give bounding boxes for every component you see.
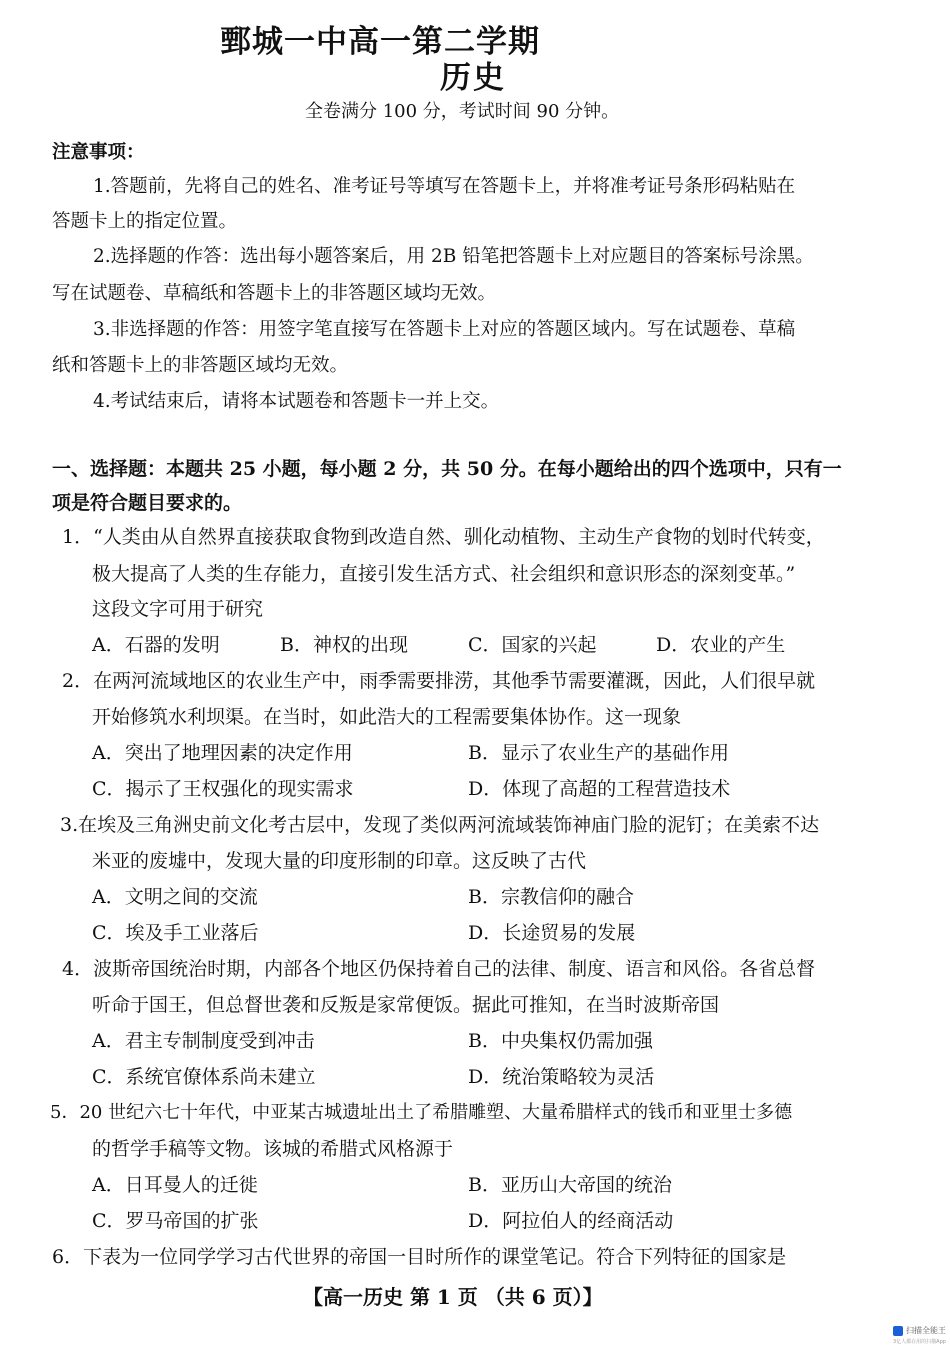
notes-line: 2.选择题的作答：选出每小题答案后，用 2B 铅笔把答题卡上对应题目的答案标号涂黑。: [93, 246, 814, 267]
page-footer: 【高一历史 第 1 页 （共 6 页）】: [303, 1285, 603, 1309]
scanner-watermark: [893, 1325, 946, 1336]
notes-line: 答题卡上的指定位置。: [52, 211, 238, 232]
watermark-label: 扫描全能王: [906, 1326, 946, 1335]
question-4-stem: 4．波斯帝国统治时期，内部各个地区仍保持着自己的法律、制度、语言和风俗。各省总督: [62, 958, 816, 980]
question-5-stem: 5．20 世纪六七十年代，中亚某古城遗址出土了希腊雕塑、大量希腊样式的钱币和亚里士多德: [50, 1102, 793, 1123]
question-3-option-d: D．长途贸易的发展: [468, 922, 636, 944]
section-heading-cont: 项是符合题目要求的。: [52, 492, 243, 514]
notes-line: 纸和答题卡上的非答题区域均无效。: [52, 355, 349, 376]
question-2-option-d: D．体现了高超的工程营造技术: [468, 778, 731, 800]
question-2-stem: 2．在两河流域地区的农业生产中，雨季需要排涝，其他季节需要灌溉，因此，人们很早就: [62, 670, 816, 692]
notes-line: 3.非选择题的作答：用签字笔直接写在答题卡上对应的答题区域内。写在试题卷、草稿: [93, 319, 796, 340]
notes-line: 1.答题前，先将自己的姓名、准考证号等填写在答题卡上，并将准考证号条形码粘贴在: [93, 176, 796, 197]
question-4-option-a: A．君主专制制度受到冲击: [92, 1030, 315, 1052]
exam-subtitle: 全卷满分 100 分，考试时间 90 分钟。: [305, 101, 620, 122]
question-5-option-b: B．亚历山大帝国的统治: [468, 1174, 672, 1196]
question-1-option-c: C．国家的兴起: [468, 634, 597, 656]
question-2-option-b: B．显示了农业生产的基础作用: [468, 742, 729, 764]
question-4-option-c: C．系统官僚体系尚未建立: [92, 1066, 316, 1088]
question-2-option-a: A．突出了地理因素的决定作用: [92, 742, 353, 764]
question-3-stem-cont: 米亚的废墟中，发现大量的印度形制的印章。这反映了古代: [92, 850, 587, 872]
question-5-option-c: C．罗马帝国的扩张: [92, 1210, 259, 1232]
cs-scanner-icon: [893, 1326, 903, 1336]
question-5-stem-cont: 的哲学手稿等文物。该城的希腊式风格源于: [92, 1138, 454, 1160]
exam-title-subject: 历史: [440, 60, 506, 96]
question-5-option-d: D．阿拉伯人的经商活动: [468, 1210, 674, 1232]
exam-title-line1: 鄄城一中高一第二学期: [220, 24, 540, 60]
question-2-stem-cont: 开始修筑水利坝渠。在当时，如此浩大的工程需要集体协作。这一现象: [92, 706, 682, 728]
notes-line: 4.考试结束后，请将本试题卷和答题卡一并上交。: [93, 391, 500, 412]
question-4-option-b: B．中央集权仍需加强: [468, 1030, 653, 1052]
question-4-option-d: D．统治策略较为灵活: [468, 1066, 655, 1088]
question-5-option-a: A．日耳曼人的迁徙: [92, 1174, 258, 1196]
question-3-option-c: C．埃及手工业落后: [92, 922, 259, 944]
question-6-stem: 6．下表为一位同学学习古代世界的帝国一目时所作的课堂笔记。符合下列特征的国家是: [52, 1246, 787, 1268]
question-3-option-a: A．文明之间的交流: [92, 886, 258, 908]
question-1-option-a: A．石器的发明: [92, 634, 220, 656]
question-1-stem-cont: 极大提高了人类的生存能力，直接引发生活方式、社会组织和意识形态的深刻变革。”: [92, 563, 796, 585]
question-3-option-b: B．宗教信仰的融合: [468, 886, 634, 908]
question-3-stem: 3.在埃及三角洲史前文化考古层中，发现了类似两河流域装饰神庙门脸的泥钉；在美索不达: [60, 814, 820, 836]
section-heading: 一、选择题：本题共 25 小题，每小题 2 分，共 50 分。在每小题给出的四个选项中，只有一: [52, 458, 842, 480]
notes-heading: 注意事项：: [52, 142, 145, 163]
notes-line: 写在试题卷、草稿纸和答题卡上的非答题区域均无效。: [52, 283, 497, 304]
question-4-stem-cont: 听命于国王，但总督世袭和反叛是家常便饭。据此可推知，在当时波斯帝国: [92, 994, 720, 1016]
question-1-stem-cont: 这段文字可用于研究: [92, 598, 264, 620]
question-1-stem: 1．“人类由从自然界直接获取食物到改造自然、驯化动植物、主动生产食物的划时代转变，: [62, 526, 825, 548]
question-1-option-b: B．神权的出现: [280, 634, 408, 656]
question-2-option-c: C．揭示了王权强化的现实需求: [92, 778, 354, 800]
watermark-tagline: 3亿人都在用的扫描App: [893, 1339, 946, 1345]
question-1-option-d: D．农业的产生: [656, 634, 786, 656]
